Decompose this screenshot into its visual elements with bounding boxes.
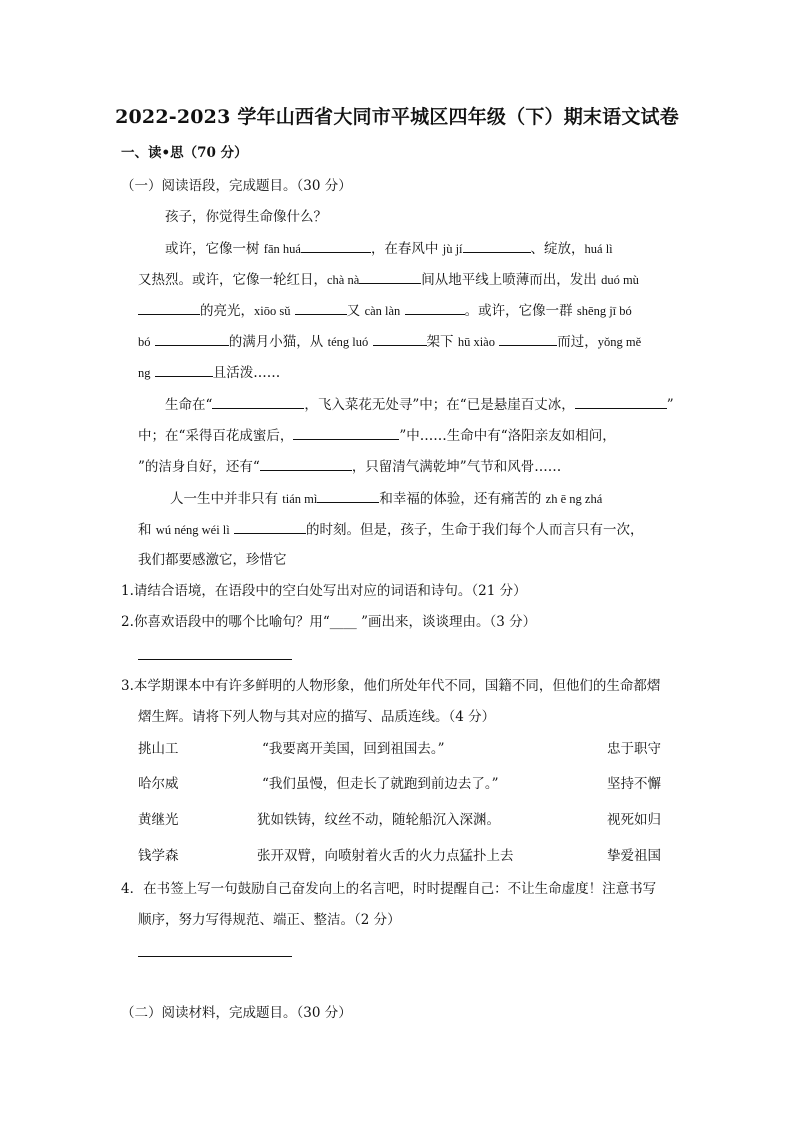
pinyin: wú néng wéi lì: [155, 523, 230, 537]
passage-paragraph-4-line-3: 我们都要感激它，珍惜它: [138, 552, 287, 568]
match-description[interactable]: 犹如铁铸，纹丝不动，随轮船沉入深渊。: [257, 812, 500, 828]
match-person[interactable]: 哈尔威: [138, 776, 179, 792]
passage-paragraph-1: 孩子，你觉得生命像什么？: [165, 209, 327, 225]
question-2: 2.你喜欢语段中的哪个比喻句？用“____ ”画出来，谈谈理由。（3 分）: [121, 614, 537, 630]
pinyin: càn làn: [364, 304, 401, 318]
answer-blank[interactable]: [301, 238, 371, 253]
question-4-line-2: 顺序，努力写得规范、端正、整洁。（2 分）: [138, 912, 401, 928]
pinyin: fān huá: [263, 242, 301, 256]
answer-blank[interactable]: [138, 300, 200, 315]
answer-blank[interactable]: [155, 362, 213, 377]
answer-blank[interactable]: [405, 300, 465, 315]
answer-blank[interactable]: [260, 456, 352, 471]
question-3-line-2: 熠生辉。请将下列人物与其对应的描写、品质连线。（4 分）: [138, 709, 496, 725]
pinyin: ng: [138, 366, 151, 380]
answer-blank[interactable]: [499, 331, 557, 346]
pinyin: shēng jī bó: [576, 304, 632, 318]
question-4-answer-line[interactable]: [138, 956, 292, 957]
part-two-heading: （二）阅读材料，完成题目。（30 分）: [121, 1005, 352, 1021]
match-person[interactable]: 钱学森: [138, 848, 179, 864]
match-quality[interactable]: 忠于职守: [607, 741, 661, 757]
answer-blank[interactable]: [295, 300, 347, 315]
passage-paragraph-2-line-3: 的亮光，xiōo sǔ 又 càn làn 。或许，它像一群 shēng jī bó: [138, 300, 632, 321]
match-description[interactable]: “我们虽慢，但走长了就跑到前边去了。”: [262, 776, 499, 792]
pinyin: duó mù: [601, 273, 639, 287]
pinyin: xiōo sǔ: [254, 304, 291, 318]
pinyin: tián mì: [282, 492, 318, 506]
part-one-heading: （一）阅读语段，完成题目。（30 分）: [121, 178, 352, 194]
answer-blank[interactable]: [317, 488, 379, 503]
answer-blank[interactable]: [463, 238, 531, 253]
pinyin: zh ē ng zhá: [545, 492, 603, 506]
pinyin: hū xiào: [457, 335, 495, 349]
match-quality[interactable]: 坚持不懈: [607, 776, 661, 792]
section-one-heading: 一、读•思（70 分）: [121, 145, 248, 161]
question-2-answer-line[interactable]: [138, 659, 292, 660]
passage-paragraph-2-line-4: bó 的满月小猫，从 téng luó 架下 hū xiào 而过，yǒng mě: [138, 331, 641, 352]
pinyin: bó: [138, 335, 151, 349]
exam-title: 2022-2023 学年山西省大同市平城区四年级（下）期末语文试卷: [115, 106, 679, 128]
passage-paragraph-2-line-2: 又热烈。或许，它像一轮红日，chà nà 间从地平线上喷薄而出，发出 duó mù: [138, 269, 639, 290]
pinyin: chà nà: [327, 273, 360, 287]
match-description[interactable]: “我要离开美国，回到祖国去。”: [262, 741, 445, 757]
pinyin: jù jí: [442, 242, 463, 256]
answer-blank[interactable]: [575, 394, 667, 409]
question-4-line-1: 4．在书签上写一句鼓励自己奋发向上的名言吧，时时提醒自己：不让生命虚度！注意书写: [121, 881, 657, 897]
passage-paragraph-2-line-1: 或许，它像一树 fān huá ，在春风中 jù jí 、绽放，huá lì: [165, 238, 673, 259]
question-3-line-1: 3.本学期课本中有许多鲜明的人物形象，他们所处年代不同，国籍不同，但他们的生命都熠: [121, 678, 661, 694]
match-person[interactable]: 挑山工: [138, 741, 179, 757]
passage-paragraph-4-line-1: 人一生中并非只有 tián mì 和幸福的体验，还有痛苦的 zh ē ng zhá: [170, 488, 602, 509]
match-person[interactable]: 黄继光: [138, 812, 179, 828]
passage-paragraph-3-line-3: ”的洁身自好，还有“ ，只留清气满乾坤”气节和风骨……: [138, 456, 561, 477]
answer-blank[interactable]: [293, 425, 399, 440]
pinyin: téng luó: [327, 335, 369, 349]
passage-paragraph-3-line-1: 生命在“ ，飞入菜花无处寻”中；在“已是悬崖百丈冰， ”: [165, 394, 674, 415]
match-quality[interactable]: 视死如归: [607, 812, 661, 828]
pinyin: huá lì: [584, 242, 613, 256]
answer-blank[interactable]: [373, 331, 427, 346]
passage-paragraph-2-line-5: ng 且活泼……: [138, 362, 280, 383]
match-description[interactable]: 张开双臂，向喷射着火舌的火力点猛扑上去: [257, 848, 514, 864]
question-1: 1.请结合语境，在语段中的空白处写出对应的词语和诗句。（21 分）: [121, 583, 527, 599]
passage-paragraph-4-line-2: 和 wú néng wéi lì 的时刻。但是，孩子，生命于我们每个人而言只有一次，: [138, 519, 644, 540]
passage-paragraph-3-line-2: 中；在“采得百花成蜜后， ”中……生命中有“洛阳亲友如相问，: [138, 425, 616, 446]
answer-blank[interactable]: [212, 394, 304, 409]
answer-blank[interactable]: [359, 269, 421, 284]
match-quality[interactable]: 挚爱祖国: [607, 848, 661, 864]
pinyin: yǒng mě: [597, 335, 642, 349]
answer-blank[interactable]: [234, 519, 306, 534]
answer-blank[interactable]: [155, 331, 229, 346]
